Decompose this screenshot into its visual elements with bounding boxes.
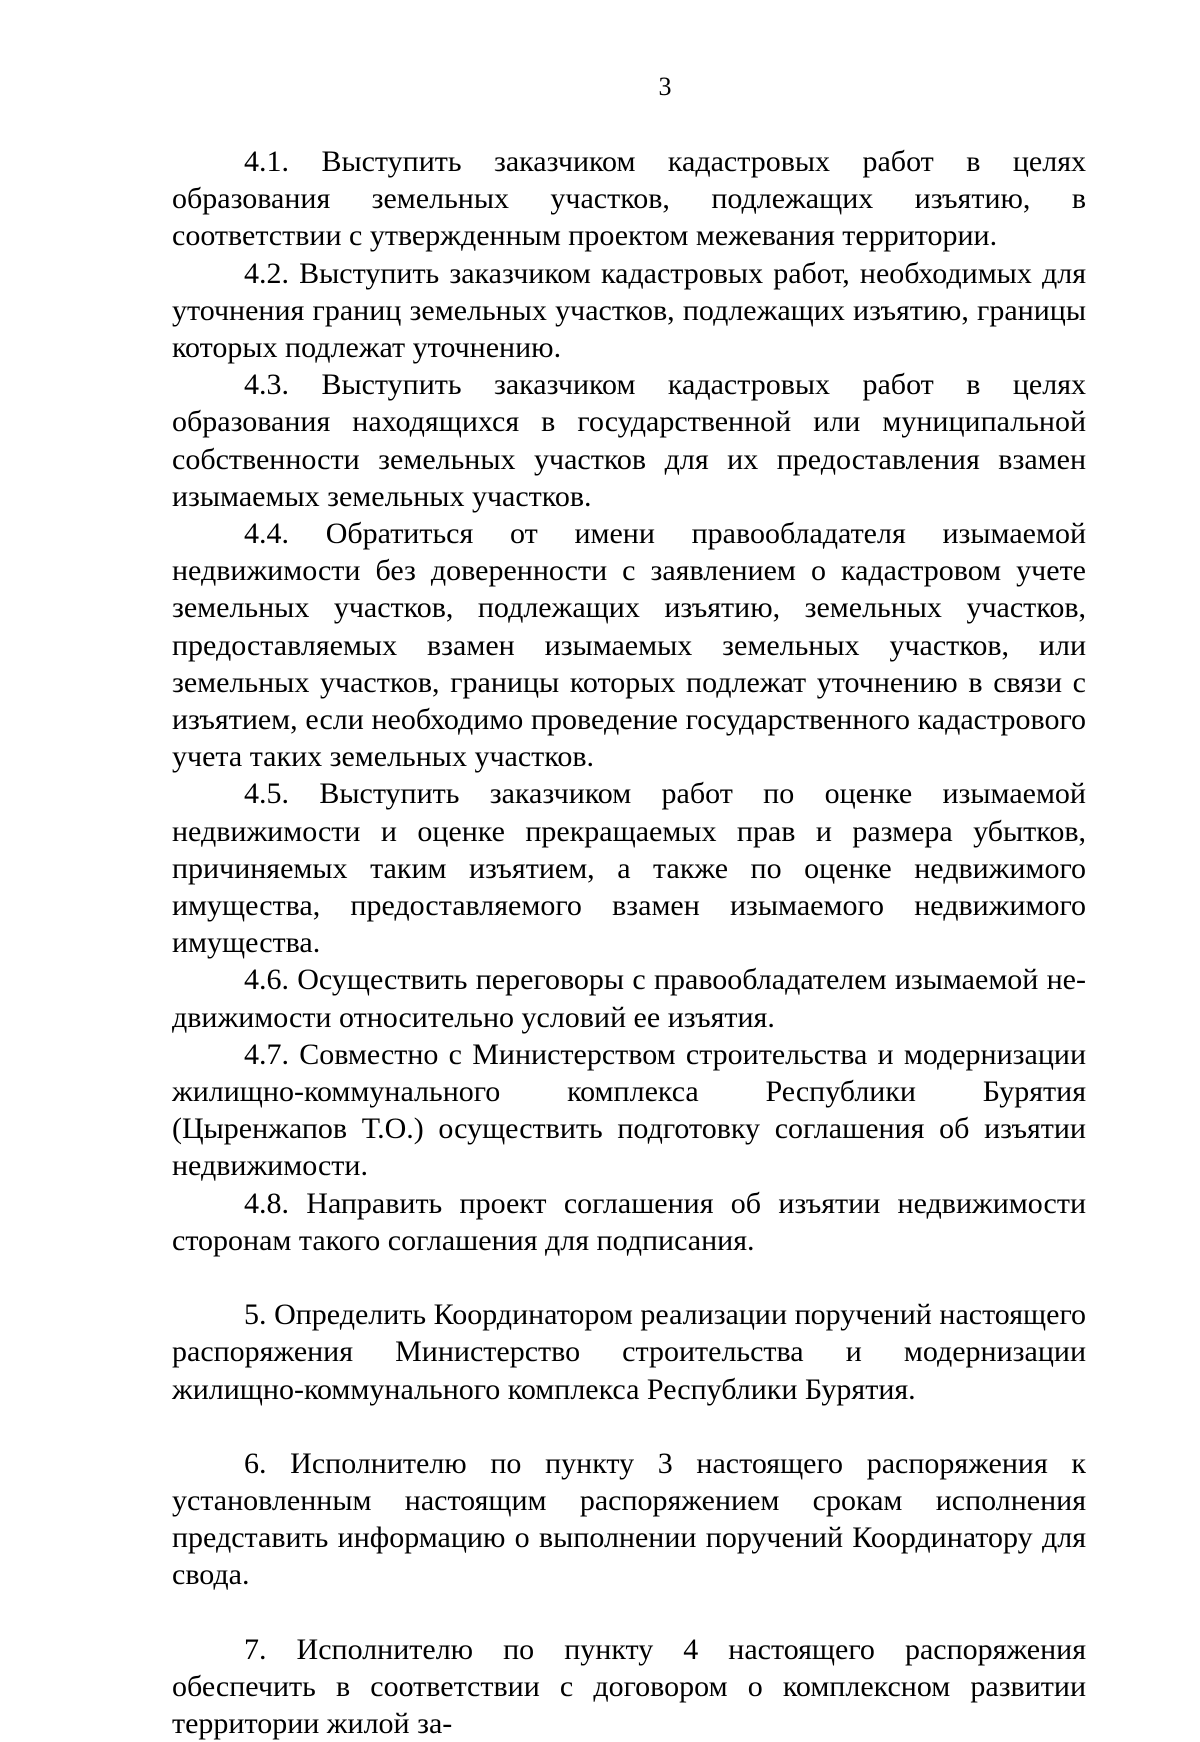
paragraph-5: 5. Определить Координатором реализации поручений настоящего распоряжения Министерство строительства и модернизации жилищно-коммунального комплекса Республики Бурятия. (172, 1298, 1086, 1406)
paragraph-4-8: 4.8. Направить проект соглашения об изъятии недвижимости сторонам такого соглашения для подписания. (172, 1186, 1086, 1257)
paragraph-6: 6. Исполнителю по пункту 3 настоящего распоряжения к установленным настоящим распоряжением срокам исполнения представить информацию о выполнении поручений Координатору для свода. (172, 1446, 1086, 1592)
paragraph-4-3: 4.3. Выступить заказчиком кадастровых работ в целях образования находящихся в государственной или муниципальной собственности земельных участков для их предоставления взамен изымаемых земельных участков. (172, 368, 1086, 513)
paragraph-4-5: 4.5. Выступить заказчиком работ по оценке изымаемой недвижимости и оценке прекращаемых прав и размера убытков, причиняемых таким изъятием, а также по оценке недвижимого имущества, предоставляемого взамен изымаемого недвижимого имущества. (172, 777, 1086, 960)
document-body (172, 143, 1086, 1742)
paragraph-4-1: 4.1. Выступить заказчиком кадастровых работ в целях образования земельных участков, подлежащих изъятию, в соответствии с утвержденным проектом межевания территории. (172, 145, 1086, 253)
paragraph-4-2: 4.2. Выступить заказчиком кадастровых работ, необходимых для уточнения границ земельных участков, подлежащих изъятию, границы которых подлежат уточнению. (172, 256, 1086, 365)
paragraph-4-4: 4.4. Обратиться от имени правообладателя изымаемой недвижимости без доверенности с заявлением о кадастровом учете земельных участков, подлежащих изъятию, земельных участков, предоставляемых взамен изымаемых земельных участков, или земельных участков, границы которых подлежат уточнению в связи с изъятием, если необходимо проведение государственного кадастрового учета таких земельных участков. (172, 517, 1086, 774)
page-number: 3 (658, 72, 672, 101)
paragraph-7: 7. Исполнителю по пункту 4 настоящего распоряжения обеспечить в соответствии с договором о комплексном развитии территории жилой за- (172, 1632, 1086, 1740)
paragraph-4-7: 4.7. Совместно с Министерством строительства и модернизации жилищно-коммунального комплекса Республики Бурятия (Цыренжапов Т.О.) осуществить подготовку соглашения об изъятии недвижимости. (172, 1037, 1086, 1183)
paragraph-4-6: 4.6. Осуществить переговоры с правообладателем изымаемой недвижимости относительно условий ее изъятия. (172, 963, 1086, 1034)
